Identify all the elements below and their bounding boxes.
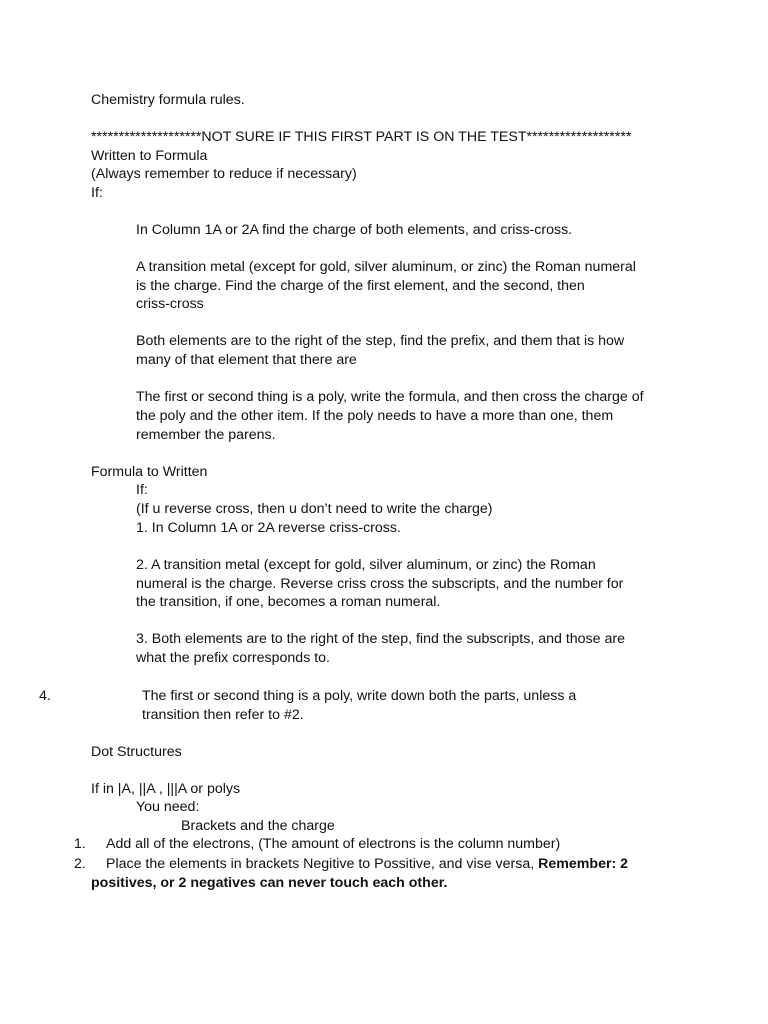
section-heading-formula-to-written: Formula to Written	[91, 464, 208, 480]
list-item-3-line: what the prefix corresponds to.	[136, 650, 330, 666]
brackets-requirement: Brackets and the charge	[181, 818, 335, 834]
step-2-emphasis: Remember: 2	[538, 856, 629, 872]
rule-transition-metal-line: is the charge. Find the charge of the first element, and the second, then	[136, 278, 585, 294]
step-2-number: 2.	[74, 856, 86, 872]
reverse-cross-note: (If u reverse cross, then u don’t need to write the charge)	[136, 501, 493, 517]
rule-right-of-step-line: Both elements are to the right of the step, find the prefix, and them that is how	[136, 333, 625, 349]
you-need-label: You need:	[136, 799, 200, 815]
dot-structure-condition: If in |A, ||A , |||A or polys	[91, 781, 241, 797]
list-item-4-line: The first or second thing is a poly, write down both the parts, unless a	[142, 688, 577, 704]
rule-transition-metal-line: A transition metal (except for gold, silver aluminum, or zinc) the Roman numeral	[136, 259, 636, 275]
page-title: Chemistry formula rules.	[91, 92, 245, 108]
section-heading-dot-structures: Dot Structures	[91, 744, 182, 760]
step-2-plain: Place the elements in brackets Negitive to Possitive, and vise versa,	[106, 856, 535, 872]
list-item-1: 1. In Column 1A or 2A reverse criss-cross.	[136, 520, 401, 536]
rule-poly-line: the poly and the other item. If the poly needs to have a more than one, them	[136, 408, 614, 424]
list-item-4-number: 4.	[39, 688, 51, 704]
rule-right-of-step-line: many of that element that there are	[136, 352, 357, 368]
test-warning-banner: ********************NOT SURE IF THIS FIRST PART IS ON THE TEST*******************	[91, 129, 632, 145]
rule-poly-line: The first or second thing is a poly, write the formula, and then cross the charge of	[136, 389, 644, 405]
if-label: If:	[136, 482, 148, 498]
section-heading-written-to-formula: Written to Formula	[91, 148, 208, 164]
step-2-emphasis-continued: positives, or 2 negatives can never touch each other.	[91, 875, 448, 891]
list-item-2-line: the transition, if one, becomes a roman numeral.	[136, 594, 441, 610]
if-label: If:	[91, 185, 103, 201]
rule-column-1a-2a: In Column 1A or 2A find the charge of both elements, and criss-cross.	[136, 222, 573, 238]
rule-poly-line: remember the parens.	[136, 427, 276, 443]
list-item-4-line: transition then refer to #2.	[142, 707, 304, 723]
rule-transition-metal-line: criss-cross	[136, 296, 204, 312]
step-1-text: Add all of the electrons, (The amount of electrons is the column number)	[106, 836, 561, 852]
step-1-number: 1.	[74, 836, 86, 852]
step-2-text	[106, 855, 628, 874]
reduce-reminder: (Always remember to reduce if necessary)	[91, 166, 357, 182]
list-item-3-line: 3. Both elements are to the right of the step, find the subscripts, and those are	[136, 631, 625, 647]
list-item-2-line: numeral is the charge. Reverse criss cross the subscripts, and the number for	[136, 576, 624, 592]
list-item-2-line: 2. A transition metal (except for gold, silver aluminum, or zinc) the Roman	[136, 557, 596, 573]
